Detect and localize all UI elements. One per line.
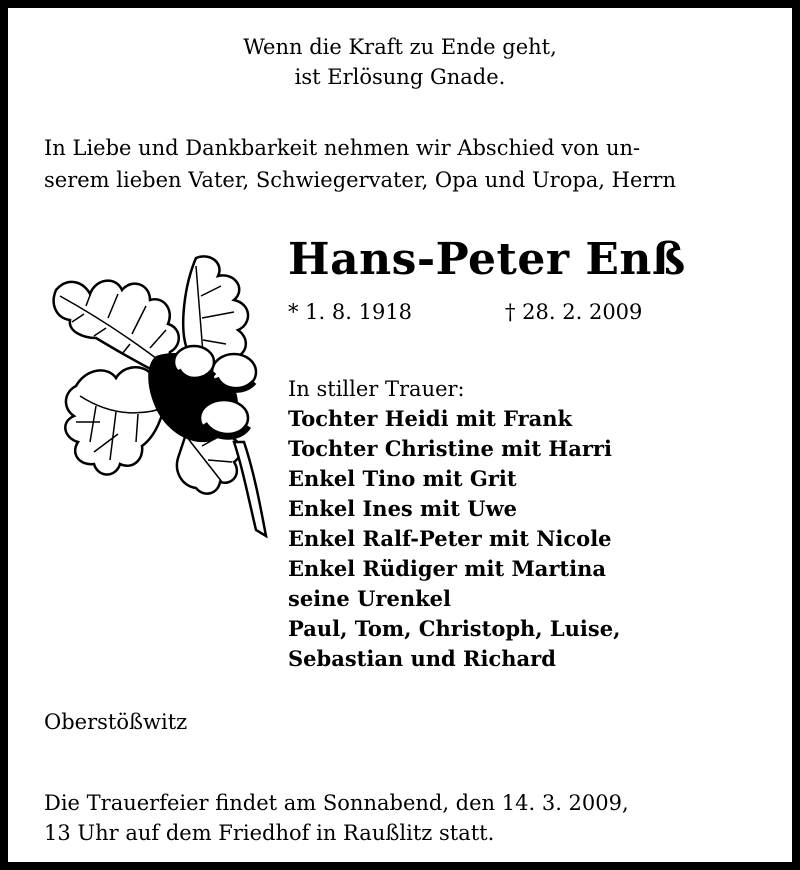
mourners-heading: In stiller Trauer: [288,377,465,401]
place-name: Oberstößwitz [44,710,188,734]
mourner-line: seine Urenkel [288,586,451,611]
oak-leaves-acorns-icon [46,246,272,546]
mourner-line: Enkel Ralf-Peter mit Nicole [288,526,612,551]
mourner-line: Enkel Tino mit Grit [288,466,517,491]
quote-line-1: Wenn die Kraft zu Ende geht, [243,35,557,59]
acorn-stem [234,442,266,536]
opening-quote [8,32,792,92]
mourner-line: Enkel Rüdiger mit Martina [288,556,606,581]
mourner-line: Sebastian und Richard [288,646,556,671]
death-date: † 28. 2. 2009 [505,300,643,324]
quote-line-2: ist Erlösung Gnade. [294,65,506,89]
mourner-line: Tochter Christine mit Harri [288,436,612,461]
intro-line-1: In Liebe und Dankbarkeit nehmen wir Abschied von un- [44,136,641,160]
birth-date: * 1. 8. 1918 [288,300,413,324]
intro-line-2: serem lieben Vater, Schwiegervater, Opa und Uropa, Herrn [44,168,676,192]
mourners-list [288,374,620,674]
service-line-2: 13 Uhr auf dem Friedhof in Raußlitz statt. [44,821,495,845]
mourner-line: Paul, Tom, Christoph, Luise, [288,616,621,641]
intro-text [44,132,676,196]
mourner-line: Enkel Ines mit Uwe [288,496,518,521]
mourner-line: Tochter Heidi mit Frank [288,406,573,431]
funeral-service-info [44,788,629,848]
service-line-1: Die Trauerfeier findet am Sonnabend, den 14. 3. 2009, [44,791,629,815]
deceased-name: Hans-Peter Enß [288,234,686,285]
